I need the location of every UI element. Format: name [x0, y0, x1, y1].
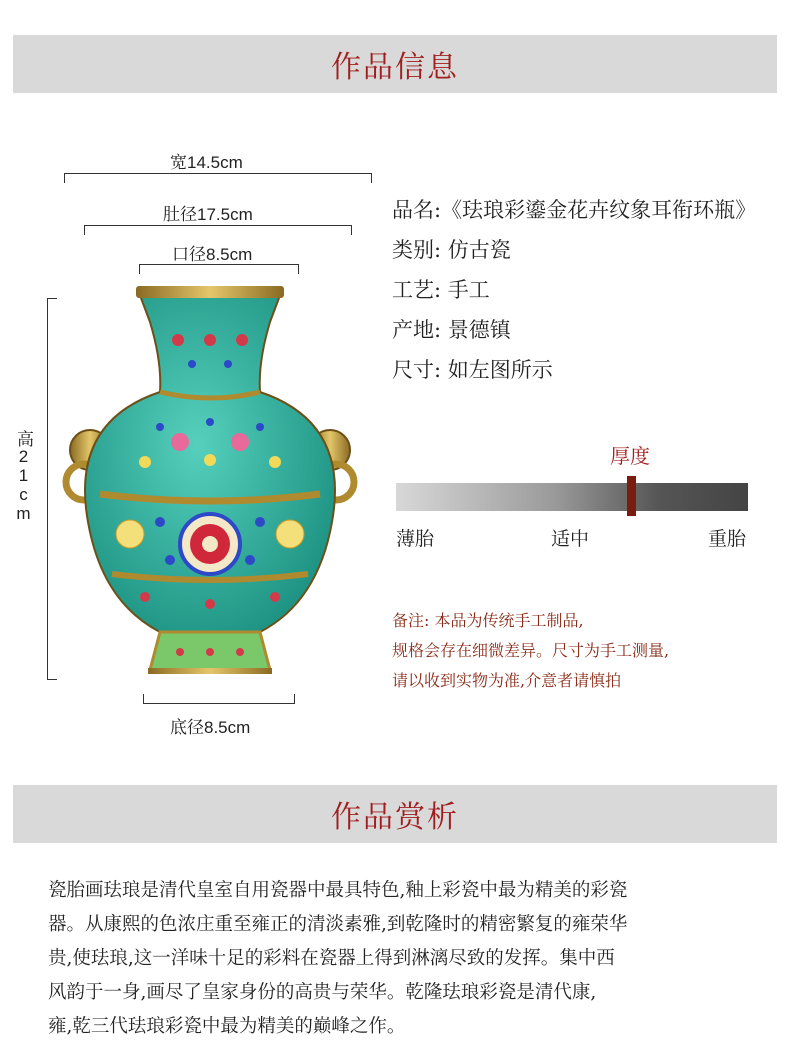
section-banner-appreciation [13, 785, 777, 843]
dim-width-label: 宽14.5cm [170, 153, 243, 172]
thickness-thin-label: 薄胎 [396, 528, 435, 550]
section-title: 作品信息 [331, 50, 459, 85]
info-name: 品名:《珐琅彩鎏金花卉纹象耳衔环瓶》 [392, 198, 757, 222]
note-text [392, 606, 669, 696]
appreciation-line: 贵,使珐琅,这一洋味十足的彩料在瓷器上得到淋漓尽致的发挥。集中西 [48, 948, 615, 969]
dim-base-label: 底径8.5cm [170, 718, 251, 737]
note-line: 备注: 本品为传统手工制品, [392, 611, 584, 630]
section-title: 作品赏析 [331, 800, 459, 835]
dim-base-bracket [143, 694, 295, 704]
info-category: 类别: 仿古瓷 [392, 238, 511, 262]
thickness-marker [627, 476, 636, 516]
dim-height-bracket [47, 298, 57, 680]
dim-belly-bracket [84, 225, 352, 235]
dim-height-label: 高21cm [14, 430, 33, 523]
product-info-list [392, 190, 756, 390]
appreciation-paragraph [48, 874, 748, 1044]
appreciation-line: 雍,乾三代珐琅彩瓷中最为精美的巅峰之作。 [48, 1016, 406, 1037]
note-line: 请以收到实物为准,介意者请慎拍 [392, 671, 622, 690]
note-line: 规格会存在细微差异。尺寸为手工测量, [392, 641, 670, 660]
info-origin: 产地: 景德镇 [392, 318, 511, 342]
appreciation-line: 风韵于一身,画尽了皇家身份的高贵与荣华。乾隆珐琅彩瓷是清代康, [48, 982, 597, 1003]
dim-belly-label: 肚径17.5cm [163, 205, 253, 224]
appreciation-line: 瓷胎画珐琅是清代皇室自用瓷器中最具特色,釉上彩瓷中最为精美的彩瓷 [48, 880, 628, 901]
dim-mouth-label: 口径8.5cm [172, 245, 253, 264]
dim-width-bracket [64, 173, 372, 183]
thickness-title: 厚度 [610, 444, 650, 468]
dim-mouth-bracket [139, 264, 299, 274]
thickness-bar [396, 483, 748, 511]
thickness-heavy-label: 重胎 [708, 528, 747, 550]
vase-image [60, 282, 360, 682]
thickness-medium-label: 适中 [551, 528, 590, 550]
appreciation-line: 器。从康熙的色浓庄重至雍正的清淡素雅,到乾隆时的精密繁复的雍荣华 [48, 914, 628, 935]
info-craft: 工艺: 手工 [392, 278, 490, 302]
section-banner-info [13, 35, 777, 93]
info-size: 尺寸: 如左图所示 [392, 358, 553, 382]
